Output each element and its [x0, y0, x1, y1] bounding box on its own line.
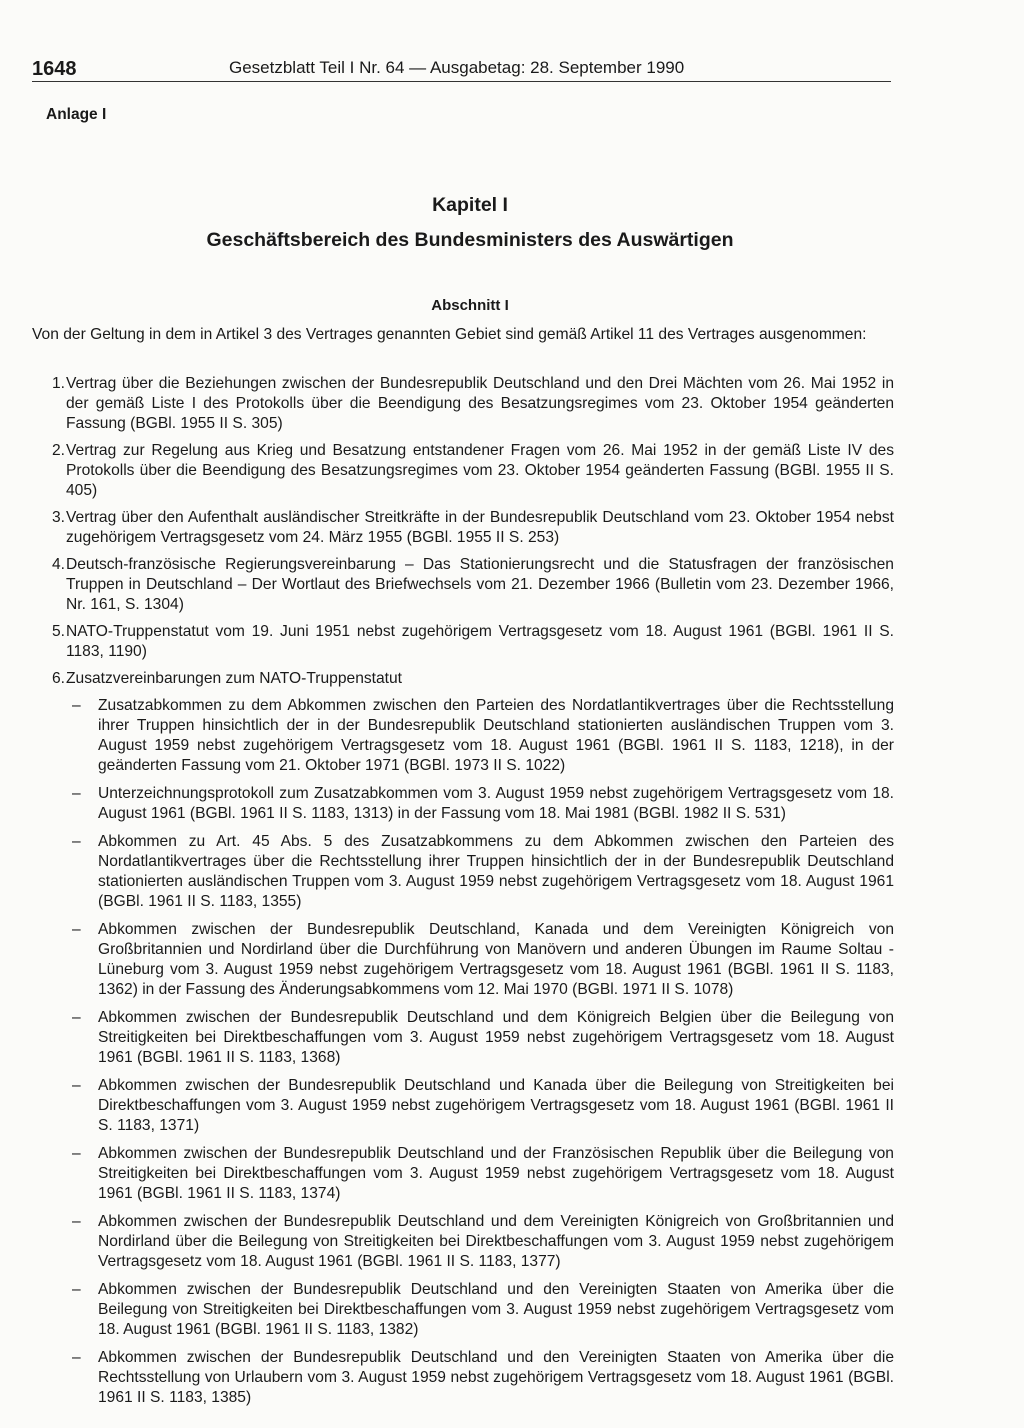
chapter-number: Kapitel I: [432, 194, 508, 216]
sub-list-item: [32, 1348, 894, 1408]
sub-item-dash: –: [72, 1213, 81, 1230]
section-intro: Von der Geltung in dem in Artikel 3 des Vertrages genannten Gebiet sind gemäß Artikel 11 des Vertrages ausgenommen:: [32, 326, 867, 343]
sub-list-item: [32, 832, 894, 912]
sub-item-text: Abkommen zwischen der Bundesrepublik Deutschland und der Französischen Republik über die Beilegung von Streitigkeiten bei Direktbeschaffungen vom 3. August 1959 nebst zugehörigem Vertragsgesetz vom 18. August 1961 (BGBl. 1961 II S. 1183, 1374): [98, 1145, 894, 1202]
list-item-text: NATO-Truppenstatut vom 19. Juni 1951 nebst zugehörigem Vertragsgesetz vom 18. August 1961 (BGBl. 1961 II S. 1183, 1190): [66, 623, 894, 660]
chapter-title: Geschäftsbereich des Bundesministers des Auswärtigen: [206, 229, 734, 251]
sub-item-text: Abkommen zwischen der Bundesrepublik Deutschland und dem Königreich Belgien über die Beilegung von Streitigkeiten bei Direktbeschaffungen vom 3. August 1959 nebst zugehörigem Vertragsgesetz vom 18. August 1961 (BGBl. 1961 II S. 1183, 1368): [98, 1009, 894, 1066]
list-item: [32, 508, 894, 548]
list-item: [32, 669, 894, 689]
list-item-number: 4.: [52, 556, 66, 573]
list-item-number: 5.: [52, 623, 66, 640]
sub-list-item: [32, 1212, 894, 1272]
sub-item-text: Abkommen zwischen der Bundesrepublik Deutschland und dem Vereinigten Königreich von Großbritannien und Nordirland über die Beilegung von Streitigkeiten bei Direktbeschaffungen vom 3. August 1959 nebst zugehörigem Vertragsgesetz vom 18. August 1961 (BGBl. 1961 II S. 1183, 1377): [98, 1213, 894, 1270]
list-item: [32, 555, 894, 615]
list-item-text: Vertrag über die Beziehungen zwischen der Bundesrepublik Deutschland und den Drei Mächten vom 26. Mai 1952 in der gemäß Liste I des Protokolls über die Beendigung des Besatzungsregimes vom 23. Oktober 1954 geänderten Fassung (BGBl. 1955 II S. 305): [66, 375, 894, 432]
sub-item-dash: –: [72, 1077, 81, 1094]
header-rule: [32, 81, 891, 82]
sub-item-dash: –: [72, 1281, 81, 1298]
sub-item-dash: –: [72, 833, 81, 850]
sub-item-dash: –: [72, 1145, 81, 1162]
sub-item-text: Abkommen zwischen der Bundesrepublik Deutschland und den Vereinigten Staaten von Amerika über die Beilegung von Streitigkeiten bei Direktbeschaffungen vom 3. August 1959 nebst zugehörigem Vertragsgesetz vom 18. August 1961 (BGBl. 1961 II S. 1183, 1382): [98, 1281, 894, 1338]
annex-label: Anlage I: [46, 106, 107, 123]
list-item: [32, 441, 894, 501]
list-item-number: 2.: [52, 442, 66, 459]
sub-list-item: [32, 696, 894, 776]
list-item-text: Vertrag zur Regelung aus Krieg und Besatzung entstandener Fragen vom 26. Mai 1952 in der gemäß Liste IV des Protokolls über die Beendigung des Besatzungsregimes vom 23. Oktober 1954 geänderten Fassung (BGBl. 1955 II S. 405): [66, 442, 894, 499]
sub-item-text: Abkommen zu Art. 45 Abs. 5 des Zusatzabkommens zu dem Abkommen zwischen den Parteien des Nordatlantikvertrages über die Rechtsstellung ihrer Truppen hinsichtlich der in der Bundesrepublik Deutschland stationierten ausländischen Truppen vom 3. August 1959 nebst zugehörigem Vertragsgesetz vom 18. August 1961 (BGBl. 1961 II S. 1183, 1355): [98, 833, 894, 910]
sub-item-dash: –: [72, 921, 81, 938]
page-number: 1648: [32, 58, 77, 80]
sub-item-text: Zusatzabkommen zu dem Abkommen zwischen den Parteien des Nordatlantikvertrages über die Rechtsstellung ihrer Truppen hinsichtlich der in der Bundesrepublik Deutschland stationierten ausländischen Truppen vom 3. August 1959 nebst zugehörigem Vertragsgesetz vom 18. August 1961 (BGBl. 1961 II S. 1183, 1218), in der geänderten Fassung vom 21. Oktober 1971 (BGBl. 1973 II S. 1022): [98, 697, 894, 774]
sub-list-item: [32, 1144, 894, 1204]
sub-item-text: Unterzeichnungsprotokoll zum Zusatzabkommen vom 3. August 1959 nebst zugehörigem Vertragsgesetz vom 18. August 1961 (BGBl. 1961 II S. 1183, 1313) in der Fassung vom 18. Mai 1981 (BGBl. 1982 II S. 531): [98, 785, 894, 822]
numbered-list: [32, 374, 894, 1416]
list-item-text: Zusatzvereinbarungen zum NATO-Truppenstatut: [66, 670, 403, 687]
sub-item-dash: –: [72, 697, 81, 714]
sub-item-text: Abkommen zwischen der Bundesrepublik Deutschland und den Vereinigten Staaten von Amerika über die Rechtsstellung von Urlaubern vom 3. August 1959 nebst zugehörigem Vertragsgesetz vom 18. August 1961 (BGBl. 1961 II S. 1183, 1385): [98, 1349, 894, 1406]
list-item: [32, 374, 894, 434]
sub-item-text: Abkommen zwischen der Bundesrepublik Deutschland und Kanada über die Beilegung von Streitigkeiten bei Direktbeschaffungen vom 3. August 1959 nebst zugehörigem Vertragsgesetz vom 18. August 1961 (BGBl. 1961 II S. 1183, 1371): [98, 1077, 894, 1134]
list-item-number: 6.: [52, 670, 66, 687]
sub-list-item: [32, 1076, 894, 1136]
sub-item-text: Abkommen zwischen der Bundesrepublik Deutschland, Kanada und dem Vereinigten Königreich von Großbritannien und Nordirland über die Durchführung von Manövern und anderen Übungen im Raume Soltau - Lüneburg vom 3. August 1959 nebst zugehörigem Vertragsgesetz vom 18. August 1961 (BGBl. 1961 II S. 1183, 1362) in der Fassung des Änderungsabkommens vom 12. Mai 1970 (BGBl. 1971 II S. 1078): [98, 921, 894, 998]
header-title: Gesetzblatt Teil I Nr. 64 — Ausgabetag: 28. September 1990: [229, 58, 685, 77]
sub-item-dash: –: [72, 1009, 81, 1026]
sub-item-dash: –: [72, 785, 81, 802]
list-item-text: Vertrag über den Aufenthalt ausländischer Streitkräfte in der Bundesrepublik Deutschland vom 23. Oktober 1954 nebst zugehörigem Vertragsgesetz vom 24. März 1955 (BGBl. 1955 II S. 253): [66, 509, 894, 546]
section-title: Abschnitt I: [431, 297, 509, 314]
sub-list-item: [32, 1008, 894, 1068]
list-item-text: Deutsch-französische Regierungsvereinbarung – Das Stationierungsrecht und die Statusfragen der französischen Truppen in Deutschland – Der Wortlaut des Briefwechsels vom 21. Dezember 1966 (Bulletin vom 23. Dezember 1966, Nr. 161, S. 1304): [66, 556, 894, 613]
sub-list-item: [32, 784, 894, 824]
list-item-number: 3.: [52, 509, 66, 526]
sub-list-item: [32, 1280, 894, 1340]
list-item: [32, 622, 894, 662]
sub-list-item: [32, 920, 894, 1000]
list-item-number: 1.: [52, 375, 66, 392]
sub-item-dash: –: [72, 1349, 81, 1366]
